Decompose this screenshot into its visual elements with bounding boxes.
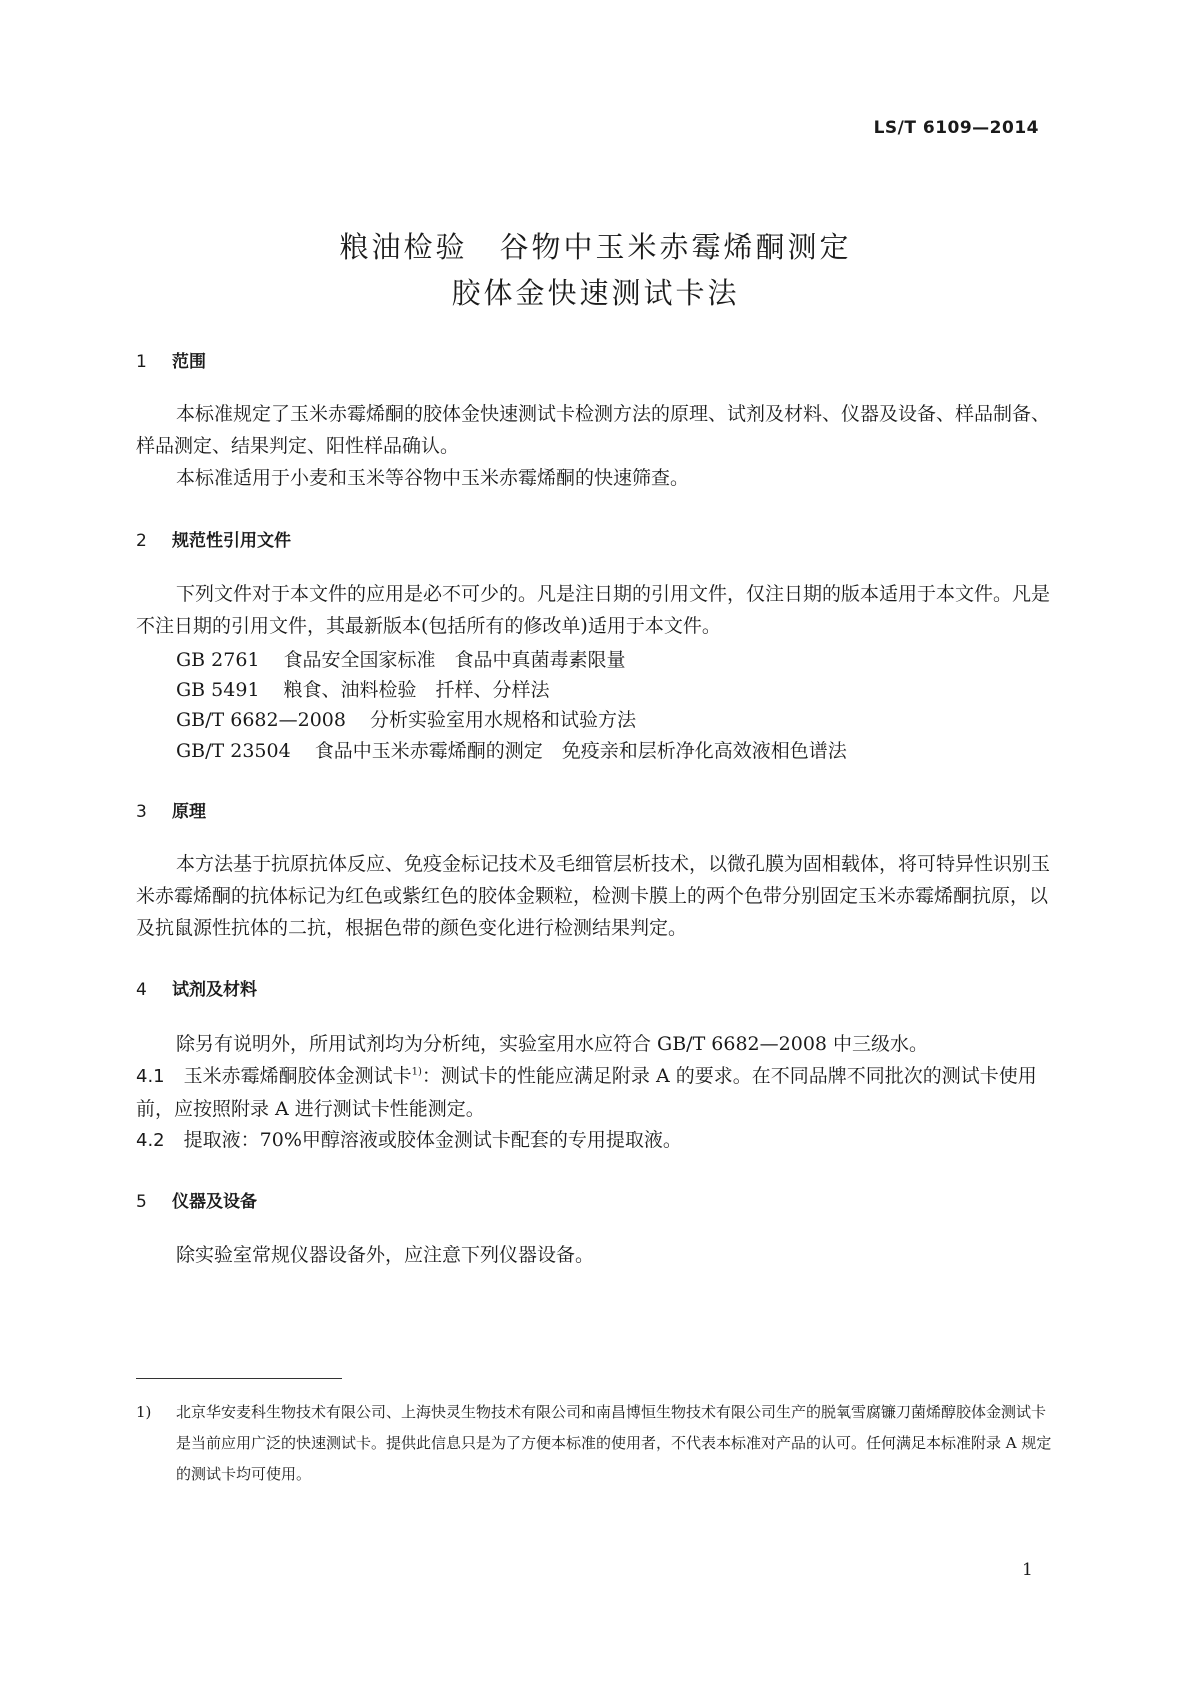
section-3-heading [136, 797, 206, 822]
section-1-heading [136, 347, 206, 372]
reference-item [176, 736, 847, 763]
section-title: 规范性引用文件 [172, 531, 291, 551]
subsection-4-1 [136, 1060, 1056, 1125]
reference-title: 分析实验室用水规格和试验方法 [369, 709, 636, 731]
section-title: 范围 [172, 352, 206, 372]
section-4-heading [136, 975, 257, 1000]
reference-code: GB 2761 [176, 649, 260, 671]
section-title: 原理 [172, 802, 206, 822]
footnote-text: 北京华安麦科生物技术有限公司、上海快灵生物技术有限公司和南昌博恒生物技术有限公司生产的脱氧雪腐镰刀菌烯醇胶体金测试卡是当前应用广泛的快速测试卡。提供此信息只是为了方便本标准的使用者，不代表本标准对产品的认可。任何满足本标准附录 A 规定的测试卡均可使用。 [176, 1403, 1052, 1483]
section-title: 仪器及设备 [172, 1192, 257, 1212]
reference-code: GB/T 6682—2008 [176, 709, 346, 731]
section-3-paragraph-1: 本方法基于抗原抗体反应、免疫金标记技术及毛细管层析技术，以微孔膜为固相载体，将可特异性识别玉米赤霉烯酮的抗体标记为红色或紫红色的胶体金颗粒，检测卡膜上的两个色带分别固定玉米赤霉烯酮抗原，以及抗鼠源性抗体的二抗，根据色带的颜色变化进行检测结果判定。 [136, 853, 1051, 939]
subsection-number: 4.2 [136, 1130, 165, 1151]
section-5-heading [136, 1187, 257, 1212]
reference-title: 食品安全国家标准 食品中真菌毒素限量 [283, 649, 626, 671]
subsection-text-a: 玉米赤霉烯酮胶体金测试卡 [183, 1065, 412, 1087]
section-number: 1 [136, 352, 147, 372]
page-number: 1 [1022, 1560, 1033, 1580]
subsection-text-b: ：测试卡的性能应满足附录 A 的要求。在不同品牌不同批次的测试卡使用前，应按照附录 A 进行测试卡性能测定。 [136, 1065, 1037, 1120]
section-title: 试剂及材料 [172, 980, 257, 1000]
footnote [136, 1397, 1056, 1490]
document-title-line2: 胶体金快速测试卡法 [451, 276, 740, 310]
section-number: 5 [136, 1192, 147, 1212]
reference-item [176, 675, 550, 702]
reference-code: GB 5491 [176, 679, 260, 701]
subsection-number: 4.1 [136, 1066, 165, 1087]
standard-number: LS/T 6109—2014 [873, 118, 1039, 138]
footnote-number: 1) [136, 1403, 152, 1421]
section-4-paragraph-1: 除另有说明外，所用试剂均为分析纯，实验室用水应符合 GB/T 6682—2008 中三级水。 [176, 1033, 929, 1055]
section-number: 3 [136, 802, 147, 822]
subsection-text: 提取液：70%甲醇溶液或胶体金测试卡配套的专用提取液。 [183, 1129, 682, 1151]
reference-item [176, 645, 626, 672]
section-2-heading [136, 526, 291, 551]
reference-item [176, 705, 636, 732]
reference-title: 食品中玉米赤霉烯酮的测定 免疫亲和层析净化高效液相色谱法 [314, 740, 847, 762]
reference-code: GB/T 23504 [176, 740, 291, 762]
reference-title: 粮食、油料检验 扦样、分样法 [283, 679, 550, 701]
footnote-marker: 1) [411, 1066, 422, 1078]
section-1-paragraph-1: 本标准规定了玉米赤霉烯酮的胶体金快速测试卡检测方法的原理、试剂及材料、仪器及设备、样品制备、样品测定、结果判定、阳性样品确认。 [136, 403, 1051, 457]
subsection-4-2 [136, 1124, 1056, 1157]
section-2-paragraph-1: 下列文件对于本文件的应用是必不可少的。凡是注日期的引用文件，仅注日期的版本适用于本文件。凡是不注日期的引用文件，其最新版本(包括所有的修改单)适用于本文件。 [136, 583, 1051, 637]
footnote-divider [136, 1378, 342, 1379]
section-number: 4 [136, 980, 147, 1000]
section-1-paragraph-2: 本标准适用于小麦和玉米等谷物中玉米赤霉烯酮的快速筛查。 [176, 467, 690, 489]
document-title-line1: 粮油检验 谷物中玉米赤霉烯酮测定 [339, 230, 852, 264]
section-5-paragraph-1: 除实验室常规仪器设备外，应注意下列仪器设备。 [176, 1244, 595, 1266]
section-number: 2 [136, 531, 147, 551]
